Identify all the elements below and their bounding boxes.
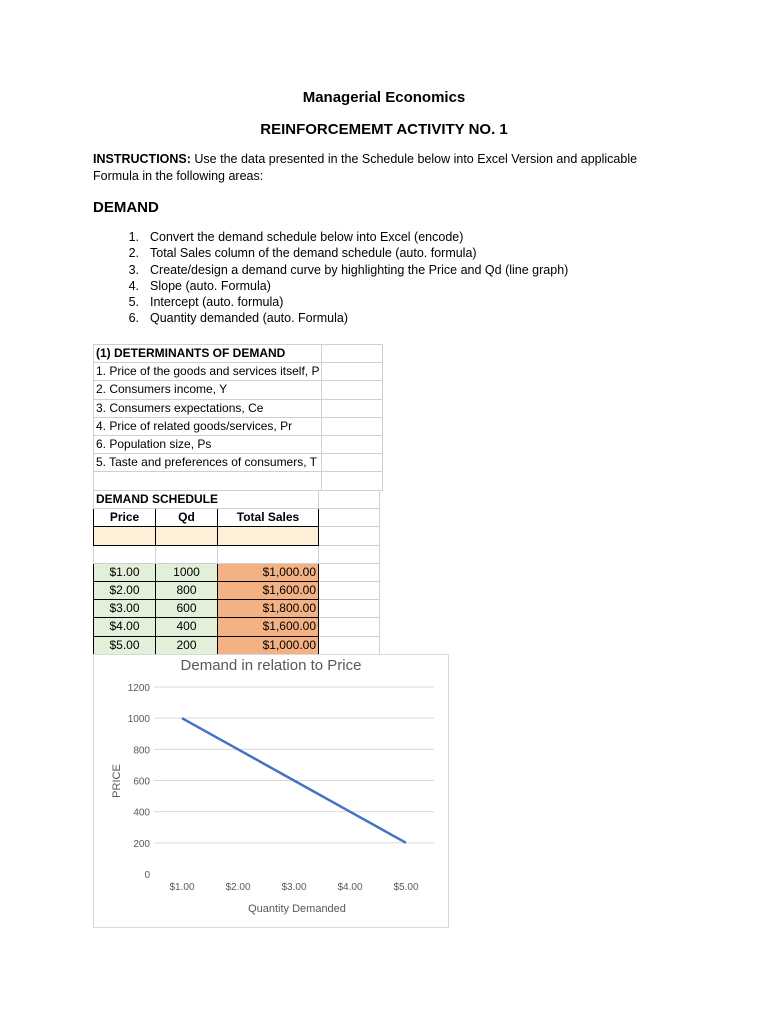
column-header: Qd <box>156 509 218 527</box>
total-sales-cell: $1,000.00 <box>218 636 319 654</box>
price-cell: $2.00 <box>94 581 156 599</box>
table-row <box>94 600 380 618</box>
y-tick-label: 200 <box>133 838 150 850</box>
qd-cell: 1000 <box>156 563 218 581</box>
table-cell: 5. Taste and preferences of consumers, T <box>94 454 322 472</box>
table-cell: 3. Consumers expectations, Ce <box>94 399 322 417</box>
table-row <box>94 454 383 472</box>
y-axis-label: PRICE <box>111 764 123 798</box>
x-tick-label: $2.00 <box>225 882 251 893</box>
activity-title: REINFORCEMEMT ACTIVITY NO. 1 <box>260 121 508 138</box>
section-heading: DEMAND <box>93 199 159 216</box>
list-item: 5. Intercept (auto. formula) <box>128 295 284 310</box>
table-row <box>94 563 380 581</box>
table-row <box>94 363 383 381</box>
schedule-label: DEMAND SCHEDULE <box>94 491 319 509</box>
price-cell: $4.00 <box>94 618 156 636</box>
steps-list <box>114 229 568 327</box>
column-header: Total Sales <box>218 509 319 527</box>
qd-cell: 400 <box>156 618 218 636</box>
y-tick-label: 800 <box>133 745 150 757</box>
table-row <box>94 636 380 654</box>
table-row <box>94 491 380 509</box>
qd-cell: 600 <box>156 600 218 618</box>
list-item: 3. Create/design a demand curve by highlighting the Price and Qd (line graph) <box>128 262 569 277</box>
x-tick-label: $3.00 <box>281 882 307 893</box>
x-tick-label: $5.00 <box>393 882 419 893</box>
x-axis-label: Quantity Demanded <box>248 903 346 915</box>
table-cell: 2. Consumers income, Y <box>94 381 322 399</box>
x-tick-label: $4.00 <box>337 882 363 893</box>
table-row <box>94 545 380 563</box>
qd-cell: 200 <box>156 636 218 654</box>
column-header: Price <box>94 509 156 527</box>
qd-cell: 800 <box>156 581 218 599</box>
chart-canvas <box>94 655 448 927</box>
table-row <box>94 581 380 599</box>
list-item: 6. Quantity demanded (auto. Formula) <box>128 311 349 326</box>
instructions <box>93 151 663 185</box>
table-row <box>94 417 383 435</box>
total-sales-cell: $1,000.00 <box>218 563 319 581</box>
table-row <box>94 527 380 545</box>
x-tick-label: $1.00 <box>169 882 195 893</box>
table-cell: 1. Price of the goods and services itself, P <box>94 363 322 381</box>
chart-title: Demand in relation to Price <box>180 657 362 674</box>
instructions-text-1: Use the data presented in the Schedule below into Excel Version and applicable <box>190 152 638 166</box>
determinants-heading: (1) DETERMINANTS OF DEMAND <box>94 345 322 363</box>
determinants-table <box>93 344 383 491</box>
table-row <box>94 435 383 453</box>
list-item: 4. Slope (auto. Formula) <box>128 278 271 293</box>
table-row <box>94 381 383 399</box>
table-row <box>94 618 380 636</box>
demand-chart <box>93 654 449 928</box>
instructions-text-2: Formula in the following areas: <box>93 169 264 183</box>
y-tick-label: 0 <box>144 870 150 881</box>
y-tick-label: 600 <box>133 776 150 788</box>
table-cell: 6. Population size, Ps <box>94 435 322 453</box>
y-tick-label: 1200 <box>127 683 150 694</box>
price-cell: $1.00 <box>94 563 156 581</box>
price-cell: $3.00 <box>94 600 156 618</box>
demand-schedule-table <box>93 490 380 655</box>
table-cell: 4. Price of related goods/services, Pr <box>94 417 322 435</box>
table-row <box>94 399 383 417</box>
instructions-label: INSTRUCTIONS: <box>93 152 191 166</box>
document-title: Managerial Economics <box>302 89 466 106</box>
list-item: 2. Total Sales column of the demand schedule (auto. formula) <box>128 246 477 261</box>
y-tick-label: 400 <box>133 807 150 819</box>
total-sales-cell: $1,800.00 <box>218 600 319 618</box>
y-tick-label: 1000 <box>127 714 150 726</box>
total-sales-cell: $1,600.00 <box>218 618 319 636</box>
price-cell: $5.00 <box>94 636 156 654</box>
table-row <box>94 345 383 363</box>
list-item: 1. Convert the demand schedule below into Excel (encode) <box>128 230 464 244</box>
table-row <box>94 472 383 490</box>
table-header-row <box>94 509 380 527</box>
total-sales-cell: $1,600.00 <box>218 581 319 599</box>
